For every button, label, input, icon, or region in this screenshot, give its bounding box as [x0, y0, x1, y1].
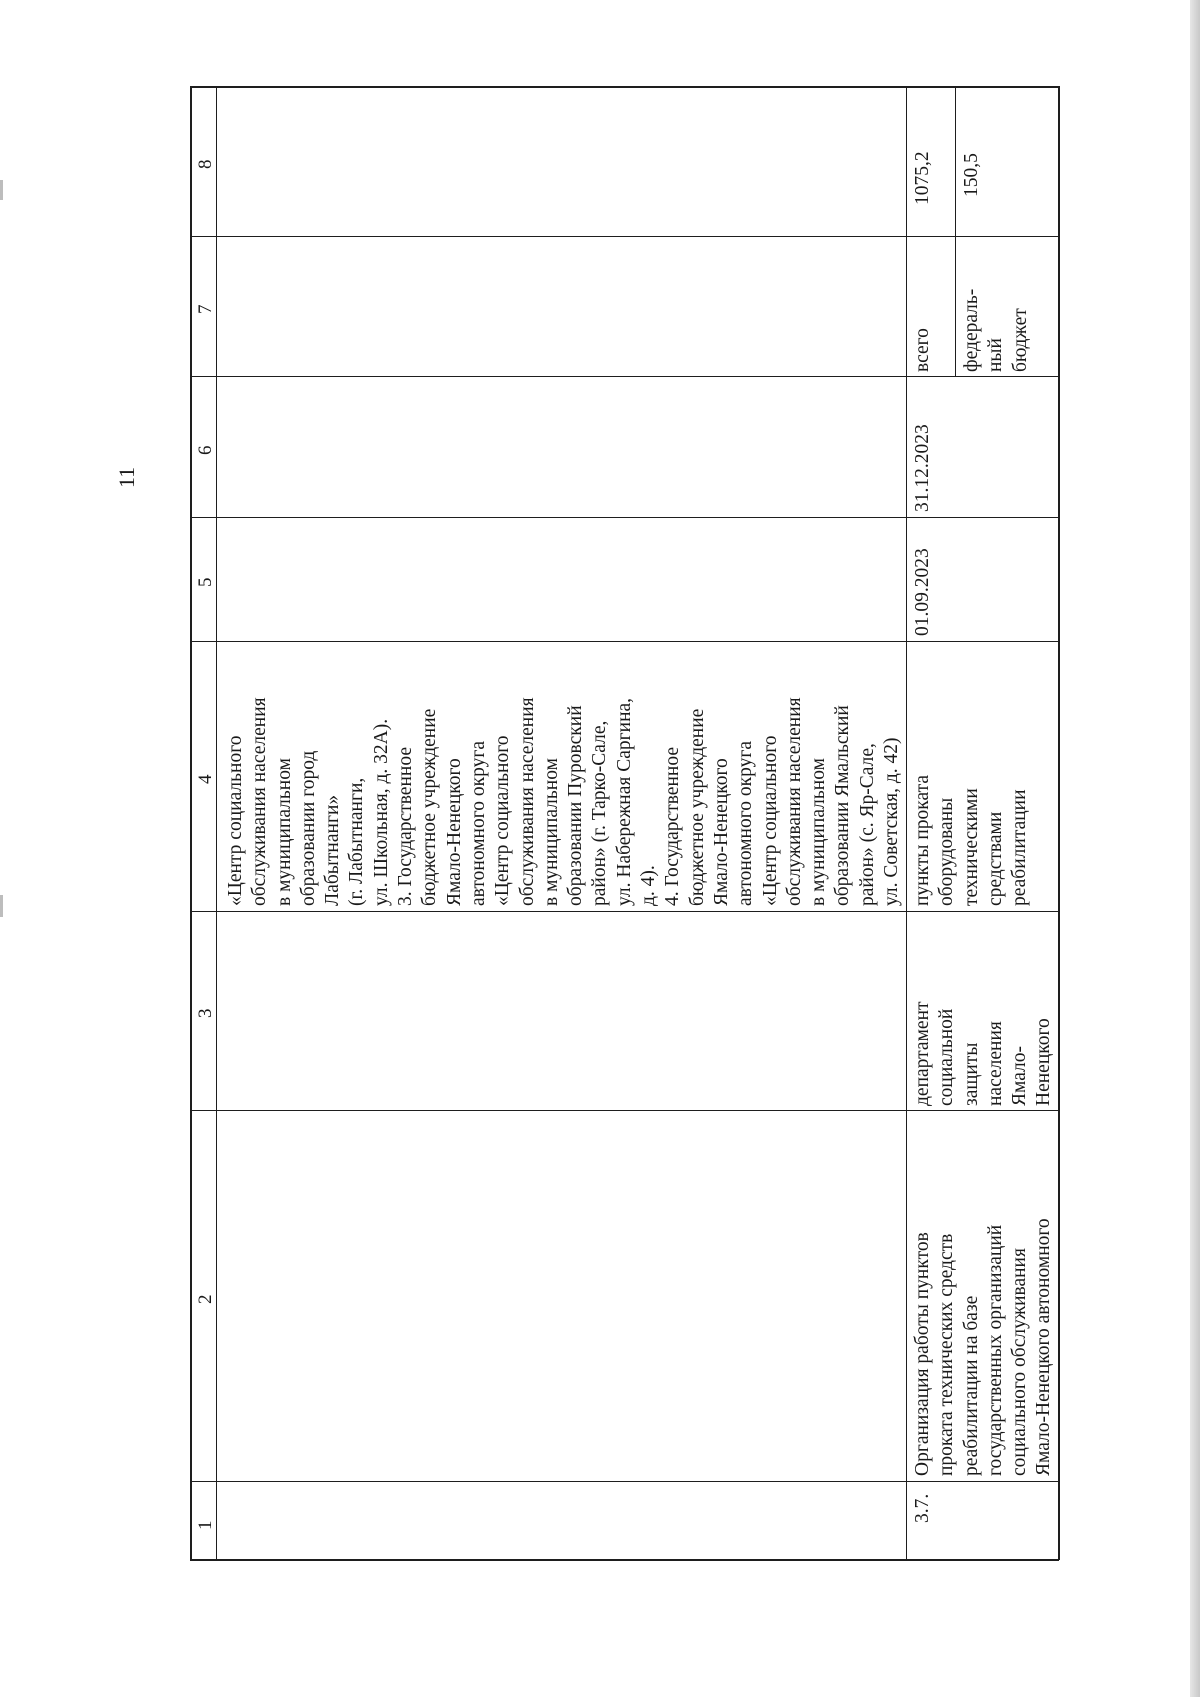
scan-mark-middle	[0, 895, 3, 917]
scan-mark-top	[0, 180, 3, 200]
row-executor: департамент социальной защиты населения Ямало- Ненецкого	[912, 1001, 1055, 1106]
header-col-5: 5	[195, 577, 216, 587]
row-end-date: 31.12.2023	[912, 424, 933, 512]
row-result: пункты проката оборудованы техническими средствами реабилитации	[912, 774, 1031, 906]
row-separator	[906, 86, 907, 1560]
header-col-3: 3	[195, 1008, 216, 1018]
row-start-date: 01.09.2023	[912, 548, 933, 636]
header-col-4: 4	[195, 774, 216, 784]
col-separator-5-6	[190, 517, 1059, 518]
col-separator-7-8	[190, 236, 1059, 237]
col-separator-3-4	[190, 911, 1059, 912]
row-number: 3.7.	[912, 1493, 933, 1523]
header-col-8: 8	[195, 159, 216, 169]
source-amount-federal: 150,5	[961, 153, 982, 197]
header-col-7: 7	[195, 304, 216, 314]
continuation-cell-col4: «Центр социального обслуживания населения в муниципальном образовании город Лабытнанги» (г. Лабытнанги, ул. Школьная, д. 32А). 3. Государственное бюджетное учреждение Ямало-Ненецкого автономного округа «Центр социального обслуживания населения в муниципальном образовании Пуровский район» (г. Тарко-Сале, ул. Набережная Саргина, д. 4). 4. Государственное бюджетное учреждение Ямало-Ненецкого автономного округа «Центр социального обслуживания населения в муниципальном образовании Ямальский район» (с. Яр-Сале, ул. Советская, д. 42)	[225, 697, 903, 906]
header-col-2: 2	[195, 1294, 216, 1304]
header-separator	[216, 86, 217, 1560]
source-label-total: всего	[912, 328, 933, 372]
table-border-left	[190, 86, 192, 1560]
header-col-1: 1	[195, 1520, 216, 1530]
page-edge-shadow	[1190, 0, 1200, 1697]
col-separator-2-3	[190, 1110, 1059, 1111]
col-separator-6-7	[190, 376, 1059, 377]
header-col-6: 6	[195, 445, 216, 455]
page-number: 11	[114, 466, 139, 488]
table-border-bottom	[190, 1559, 1059, 1561]
source-label-federal: федераль- ный бюджет	[961, 288, 1031, 372]
table-border-right	[1058, 86, 1060, 1560]
source-amount-total: 1075,2	[912, 151, 933, 205]
row-event-name: Организация работы пунктов проката технических средств реабилитации на базе государственных организаций социального обслуживания Ямало-Ненецкого автономного	[912, 1218, 1055, 1476]
col-separator-1-2	[190, 1481, 1059, 1482]
col-separator-4-5	[190, 641, 1059, 642]
source-separator	[955, 86, 956, 376]
table-border-top	[190, 86, 1059, 88]
